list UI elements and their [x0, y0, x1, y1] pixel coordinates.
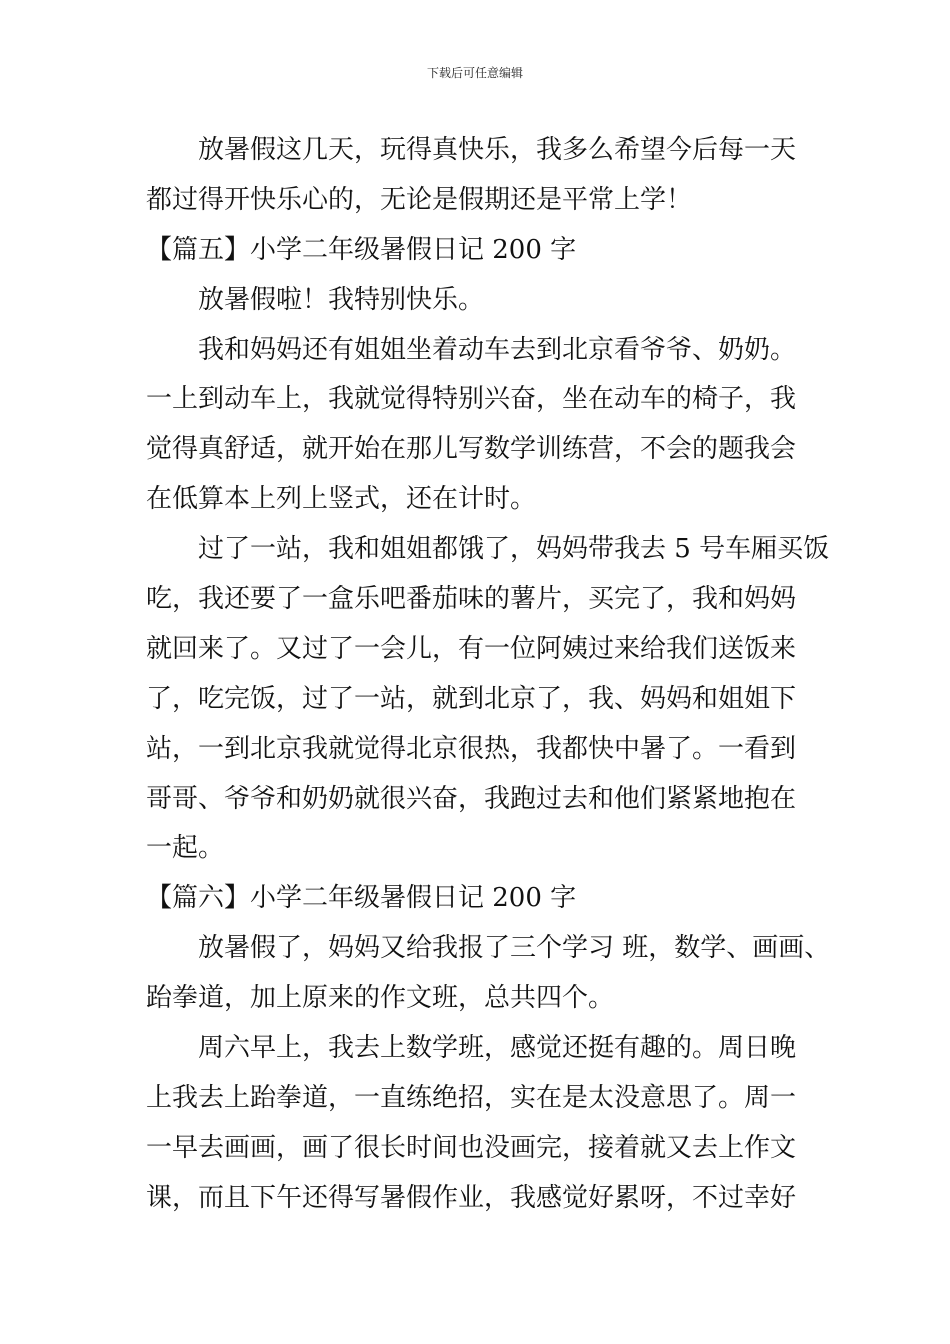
text-line: 上我去上跆拳道，一直练绝招，实在是太没意思了。周一: [146, 1082, 797, 1113]
section-heading: 【篇五】小学二年级暑假日记 200 字: [146, 234, 577, 265]
text-line: 就回来了。又过了一会儿，有一位阿姨过来给我们送饭来: [146, 633, 797, 664]
text-line: 放暑假了，妈妈又给我报了三个学习 班，数学、画画、: [198, 933, 831, 964]
text-line: 在低算本上列上竖式，还在计时。: [146, 484, 537, 515]
text-line: 了，吃完饭，过了一站，就到北京了，我、妈妈和姐姐下: [146, 683, 797, 714]
text-line: 周六早上，我去上数学班，感觉还挺有趣的。周日晚: [198, 1033, 797, 1064]
text-line: 我和妈妈还有姐姐坐着动车去到北京看爷爷、奶奶。: [198, 334, 797, 365]
text-line: 哥哥、爷爷和奶奶就很兴奋，我跑过去和他们紧紧地抱在: [146, 783, 797, 814]
text-line: 吃，我还要了一盒乐吧番茄味的薯片，买完了，我和妈妈: [146, 584, 797, 615]
document-body: [146, 126, 831, 1224]
text-line: 一起。: [146, 833, 225, 864]
text-line: 一上到动车上，我就觉得特别兴奋，坐在动车的椅子，我: [146, 384, 797, 415]
text-line: 课，而且下午还得写暑假作业，我感觉好累呀，不过幸好: [146, 1182, 797, 1213]
text-line: 觉得真舒适，就开始在那儿写数学训练营，不会的题我会: [146, 434, 797, 465]
section-heading: 【篇六】小学二年级暑假日记 200 字: [146, 883, 577, 914]
text-line: 跆拳道，加上原来的作文班，总共四个。: [146, 983, 615, 1014]
text-line: 放暑假啦！我特别快乐。: [198, 284, 485, 315]
page-header: 下载后可任意编辑: [426, 66, 523, 80]
text-line: 站，一到北京我就觉得北京很热，我都快中暑了。一看到: [146, 733, 797, 764]
text-line: 过了一站，我和姐姐都饿了，妈妈带我去 5 号车厢买饭: [198, 534, 830, 565]
text-line: 放暑假这几天，玩得真快乐，我多么希望今后每一天: [198, 135, 797, 165]
text-line: 一早去画画，画了很长时间也没画完，接着就又去上作文: [146, 1132, 797, 1163]
text-line: 都过得开快乐心的，无论是假期还是平常上学！: [146, 184, 693, 215]
